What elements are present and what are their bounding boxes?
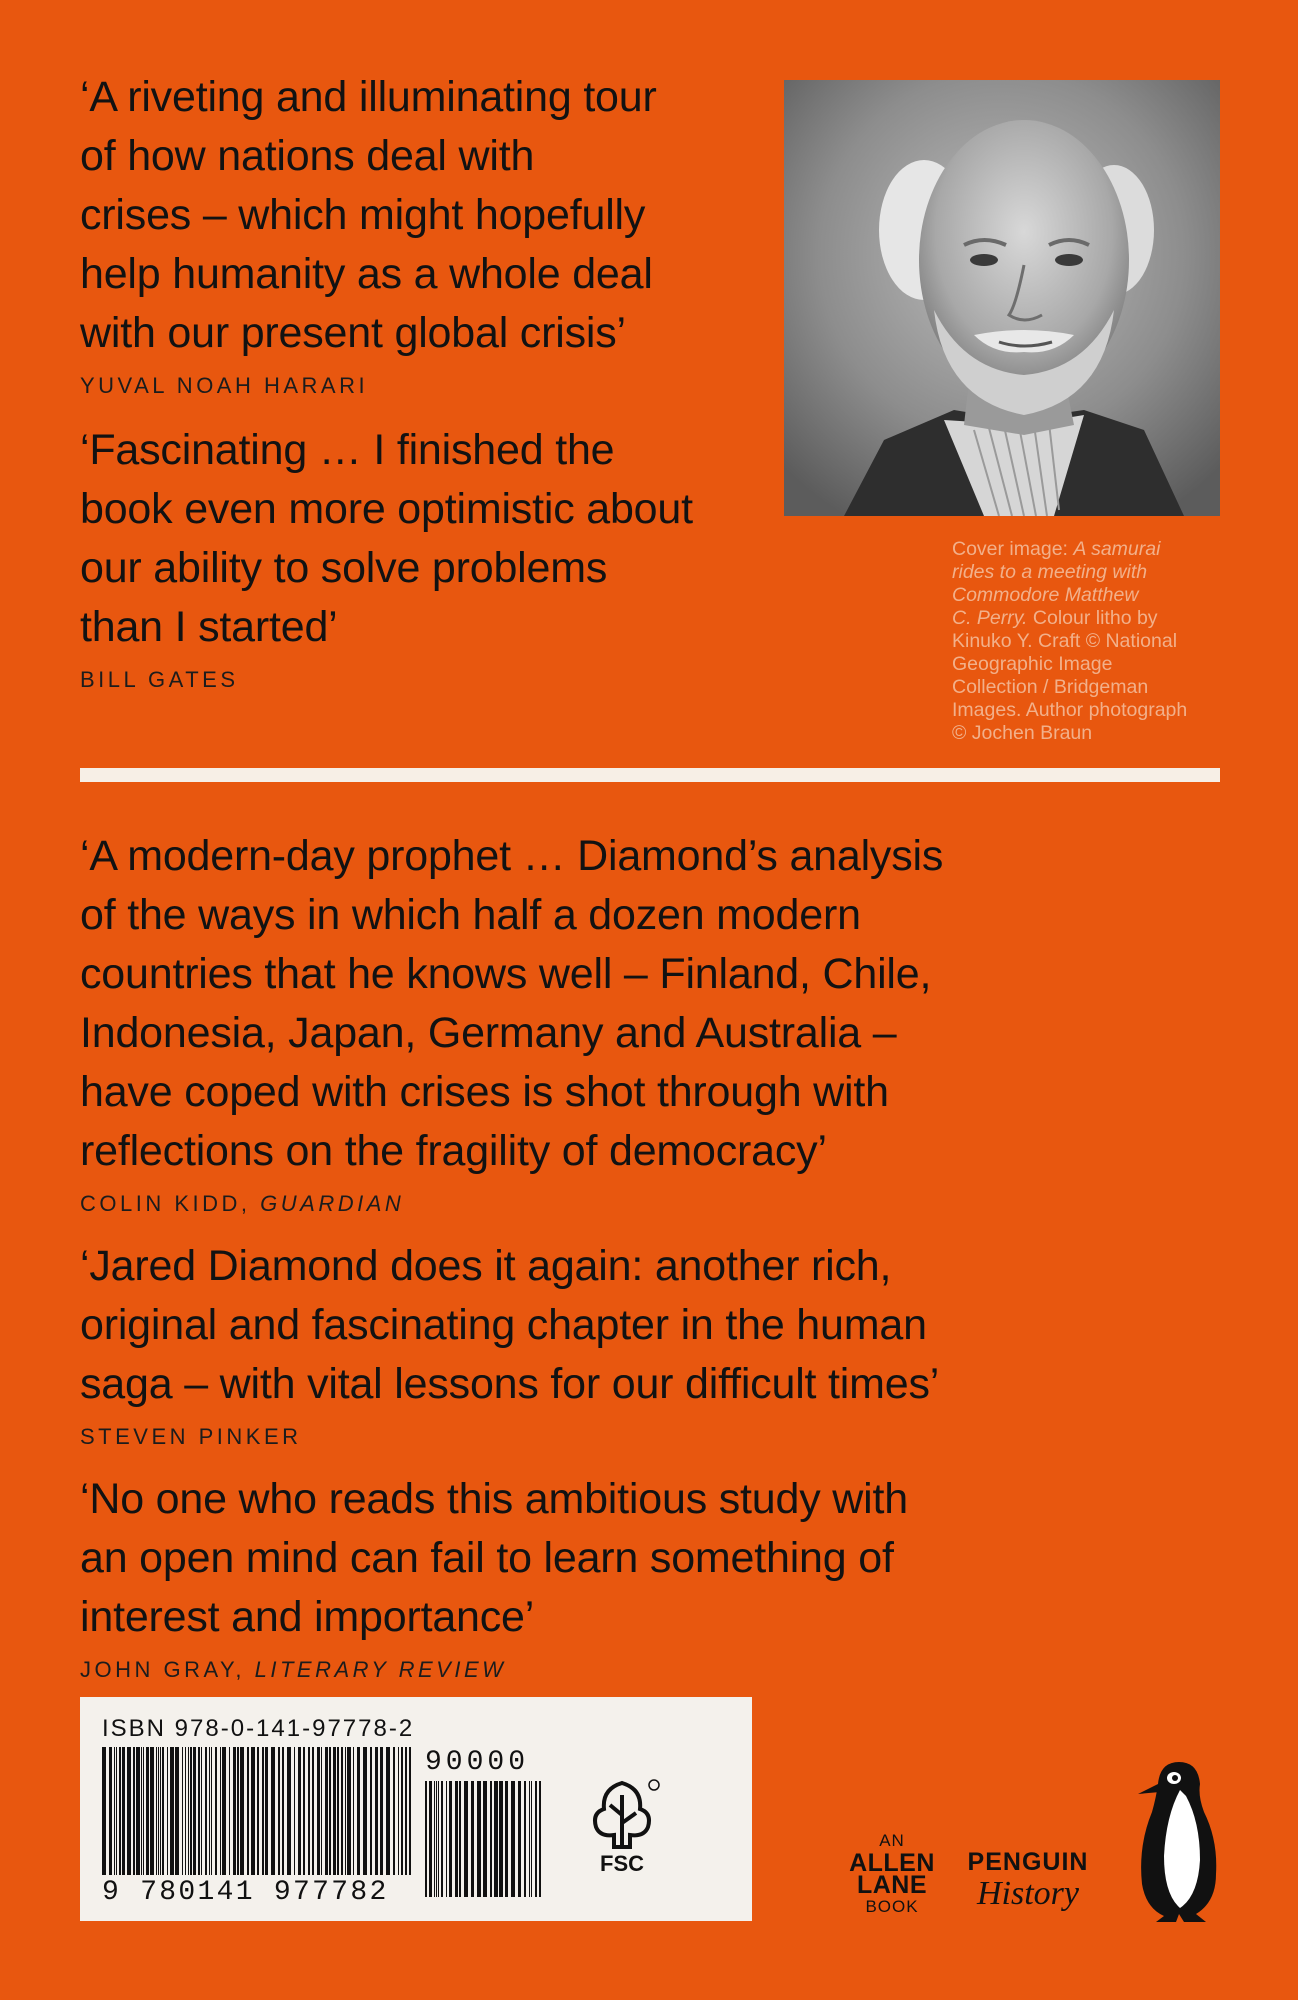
barcode-bar: [518, 1781, 521, 1897]
credit-text: Colour litho by: [1027, 607, 1158, 629]
barcode-bar: [116, 1747, 117, 1875]
quote-text: [80, 1470, 1120, 1647]
barcode-bar: [312, 1747, 314, 1875]
barcode-bar: [240, 1747, 244, 1875]
barcode-bar: [524, 1781, 526, 1897]
fsc-logo: [582, 1775, 662, 1875]
barcode-bar: [386, 1747, 390, 1875]
barcode-bar: [539, 1781, 541, 1897]
imprint-lane: LANE: [856, 1871, 928, 1899]
barcode-bar: [271, 1747, 275, 1875]
quote-block: [80, 1237, 1120, 1450]
imprint-allen: ALLEN: [849, 1849, 935, 1877]
quote-author: COLIN KIDD,: [80, 1191, 261, 1216]
credit-text: Collection / Bridgeman: [952, 676, 1149, 698]
quote-publication: GUARDIAN: [260, 1191, 405, 1216]
barcode-bar: [114, 1747, 115, 1875]
credit-line: [952, 561, 1222, 584]
barcode-bar: [188, 1747, 189, 1875]
barcode-bar: [211, 1747, 212, 1875]
quote-text: [80, 68, 780, 363]
barcode-bar: [317, 1747, 320, 1875]
barcode-bars: [102, 1747, 412, 1877]
barcode-bar: [529, 1781, 530, 1897]
barcode-bar: [170, 1747, 174, 1875]
quote-line: interest and importance’: [80, 1593, 535, 1641]
barcode-bar: [146, 1747, 149, 1875]
quote-line: countries that he knows well – Finland, Chile,: [80, 950, 932, 998]
author-photo: [784, 80, 1220, 516]
barcode-bar: [535, 1781, 537, 1897]
barcode-bar: [156, 1747, 157, 1875]
divider-bar: [80, 768, 1220, 782]
barcode-bar: [222, 1747, 226, 1875]
quote-line: ‘Fascinating … I finished the: [80, 426, 615, 474]
series-penguin: PENGUIN: [967, 1848, 1089, 1876]
barcode-bar: [329, 1747, 331, 1875]
barcode-bar: [464, 1781, 468, 1897]
barcode-bar: [325, 1747, 328, 1875]
barcode-bar: [160, 1747, 161, 1875]
quote-line: saga – with vital lessons for our difficult times’: [80, 1360, 940, 1408]
barcode-bar: [429, 1781, 432, 1897]
top-quotes: [80, 68, 780, 715]
barcode-bar: [201, 1747, 202, 1875]
barcode-bar: [505, 1781, 508, 1897]
credit-line: [952, 630, 1222, 653]
credit-line: [952, 584, 1222, 607]
quote-block: [80, 421, 780, 693]
quote-author: YUVAL NOAH HARARI: [80, 373, 369, 398]
barcode-bar: [265, 1747, 268, 1875]
quote-author: JOHN GRAY,: [80, 1657, 255, 1682]
barcode-bar: [127, 1747, 131, 1875]
barcode-bar: [409, 1747, 411, 1875]
barcode-bar: [198, 1747, 200, 1875]
barcode-bar: [337, 1747, 339, 1875]
barcode-bar: [490, 1781, 492, 1897]
barcode-bar: [441, 1781, 443, 1897]
penguin-history-series: [958, 1848, 1098, 1913]
barcode-bar: [511, 1781, 515, 1897]
quote-author: BILL GATES: [80, 667, 239, 692]
imprint-book: BOOK: [865, 1897, 919, 1916]
barcode-bar: [193, 1747, 196, 1875]
barcode-bar: [262, 1747, 264, 1875]
barcode-bar: [341, 1747, 343, 1875]
quote-text: [80, 1237, 1120, 1414]
quote-line: ‘No one who reads this ambitious study with: [80, 1475, 908, 1523]
quote-line: of how nations deal with: [80, 132, 535, 180]
quote-attribution: [80, 373, 780, 399]
barcode-box: [80, 1697, 752, 1921]
barcode-bar: [294, 1747, 295, 1875]
barcode-addon-digits: 90000: [425, 1747, 530, 1778]
credit-italic: C. Perry.: [952, 607, 1028, 629]
credit-line: [952, 653, 1222, 676]
barcode-bar: [119, 1747, 121, 1875]
barcode-bar: [102, 1747, 106, 1875]
quote-line: with our present global crisis’: [80, 309, 626, 357]
barcode-bar: [398, 1747, 399, 1875]
credit-line: [952, 538, 1222, 561]
barcode-bar: [357, 1747, 360, 1875]
barcode-bar: [363, 1747, 367, 1875]
quote-text: [80, 827, 1120, 1181]
barcode-bar: [182, 1747, 183, 1875]
barcode-bar: [347, 1747, 351, 1875]
credit-text: Images. Author photograph: [952, 699, 1188, 721]
barcode-bar: [459, 1781, 461, 1897]
quote-line: ‘A riveting and illuminating tour: [80, 73, 657, 121]
barcode-bar: [158, 1747, 159, 1875]
barcode-bar: [133, 1747, 135, 1875]
allen-lane-imprint: [842, 1830, 942, 1918]
isbn-label: ISBN 978-0-141-97778-2: [102, 1715, 415, 1742]
barcode-bar: [370, 1747, 372, 1875]
barcode-bar: [229, 1747, 230, 1875]
barcode-bar: [321, 1747, 322, 1875]
barcode-bar: [287, 1747, 291, 1875]
barcode-bar: [425, 1781, 427, 1897]
barcode-bar: [215, 1747, 217, 1875]
barcode-bar: [345, 1747, 346, 1875]
barcode-bar: [282, 1747, 284, 1875]
quote-line: reflections on the fragility of democracy’: [80, 1127, 827, 1175]
barcode-bar: [209, 1747, 210, 1875]
credit-line: [952, 607, 1222, 630]
barcode-bar: [190, 1747, 192, 1875]
barcode-bar: [471, 1781, 474, 1897]
barcode-bar: [143, 1747, 144, 1875]
barcode-bar: [233, 1747, 236, 1875]
barcode-bar: [247, 1747, 249, 1875]
barcode-bar: [353, 1747, 354, 1875]
barcode-bar: [393, 1747, 395, 1875]
barcode-bar: [150, 1747, 154, 1875]
quote-line: crises – which might hopefully: [80, 191, 646, 239]
author-portrait-illustration: [784, 80, 1220, 516]
quote-attribution: [80, 1191, 1120, 1217]
quote-line: our ability to solve problems: [80, 544, 608, 592]
barcode-bar: [237, 1747, 239, 1875]
credit-line: [952, 676, 1222, 699]
barcode-bar: [185, 1747, 186, 1875]
barcode-digits: 9 780141 977782: [102, 1877, 389, 1908]
credit-text: Kinuko Y. Craft © National: [952, 630, 1178, 652]
quote-block: [80, 827, 1120, 1217]
quote-line: ‘Jared Diamond does it again: another rich,: [80, 1242, 892, 1290]
barcode-bar: [438, 1781, 439, 1897]
barcode-bar: [205, 1747, 207, 1875]
quote-attribution: [80, 1424, 1120, 1450]
credit-text: Cover image:: [952, 538, 1074, 560]
barcode-bar: [162, 1747, 164, 1875]
quote-line: help humanity as a whole deal: [80, 250, 653, 298]
barcode-bar: [257, 1747, 259, 1875]
quote-line: book even more optimistic about: [80, 485, 693, 533]
barcode-bar: [136, 1747, 140, 1875]
quote-line: an open mind can fail to learn something of: [80, 1534, 894, 1582]
quote-line: Indonesia, Japan, Germany and Australia –: [80, 1009, 897, 1057]
barcode-bar: [455, 1781, 458, 1897]
barcode-bar: [405, 1747, 407, 1875]
fsc-label: FSC: [600, 1851, 644, 1875]
quote-line: original and fascinating chapter in the human: [80, 1301, 927, 1349]
penguin-logo-icon: [1124, 1756, 1234, 1926]
barcode-bar: [434, 1781, 435, 1897]
barcode-bar: [477, 1781, 481, 1897]
quote-line: than I started’: [80, 603, 338, 651]
barcode-bar: [220, 1747, 221, 1875]
barcode-bar: [122, 1747, 125, 1875]
barcode-bar: [380, 1747, 383, 1875]
barcode-bar: [308, 1747, 310, 1875]
credit-italic: A samurai: [1073, 538, 1161, 560]
barcode-bar: [333, 1747, 336, 1875]
quote-text: [80, 421, 780, 657]
barcode-bar: [499, 1781, 503, 1897]
credit-text: © Jochen Braun: [952, 722, 1093, 744]
barcode-bar: [251, 1747, 255, 1875]
barcode-bar: [531, 1781, 532, 1897]
barcode-bar: [401, 1747, 403, 1875]
quote-attribution: [80, 667, 780, 693]
cover-credit: [952, 538, 1222, 745]
barcode-bar: [109, 1747, 112, 1875]
barcode-bar: [449, 1781, 452, 1897]
barcode-bar: [436, 1781, 437, 1897]
series-history: History: [977, 1875, 1079, 1912]
barcode-bar: [141, 1747, 142, 1875]
barcode-bar: [494, 1781, 498, 1897]
credit-italic: Commodore Matthew: [952, 584, 1139, 606]
quote-author: STEVEN PINKER: [80, 1424, 302, 1449]
quote-line: have coped with crises is shot through with: [80, 1068, 889, 1116]
barcode-bar: [483, 1781, 487, 1897]
quote-line: ‘A modern-day prophet … Diamond’s analysis: [80, 832, 944, 880]
barcode-bar: [375, 1747, 378, 1875]
barcode-bar: [446, 1781, 447, 1897]
quote-publication: LITERARY REVIEW: [254, 1657, 507, 1682]
credit-line: [952, 722, 1222, 745]
bottom-quotes: [80, 827, 1120, 1703]
barcode-bar: [303, 1747, 305, 1875]
barcode-bar: [278, 1747, 280, 1875]
credit-text: Geographic Image: [952, 653, 1113, 675]
quote-attribution: [80, 1657, 1120, 1683]
credit-line: [952, 699, 1222, 722]
quote-block: [80, 68, 780, 399]
quote-line: of the ways in which half a dozen modern: [80, 891, 861, 939]
credit-italic: rides to a meeting with: [952, 561, 1148, 583]
quote-block: [80, 1470, 1120, 1683]
barcode-bar: [298, 1747, 301, 1875]
barcode-addon-bars: [425, 1781, 545, 1899]
barcode-bar: [175, 1747, 179, 1875]
imprint-an: AN: [879, 1831, 905, 1850]
barcode-bar: [167, 1747, 168, 1875]
